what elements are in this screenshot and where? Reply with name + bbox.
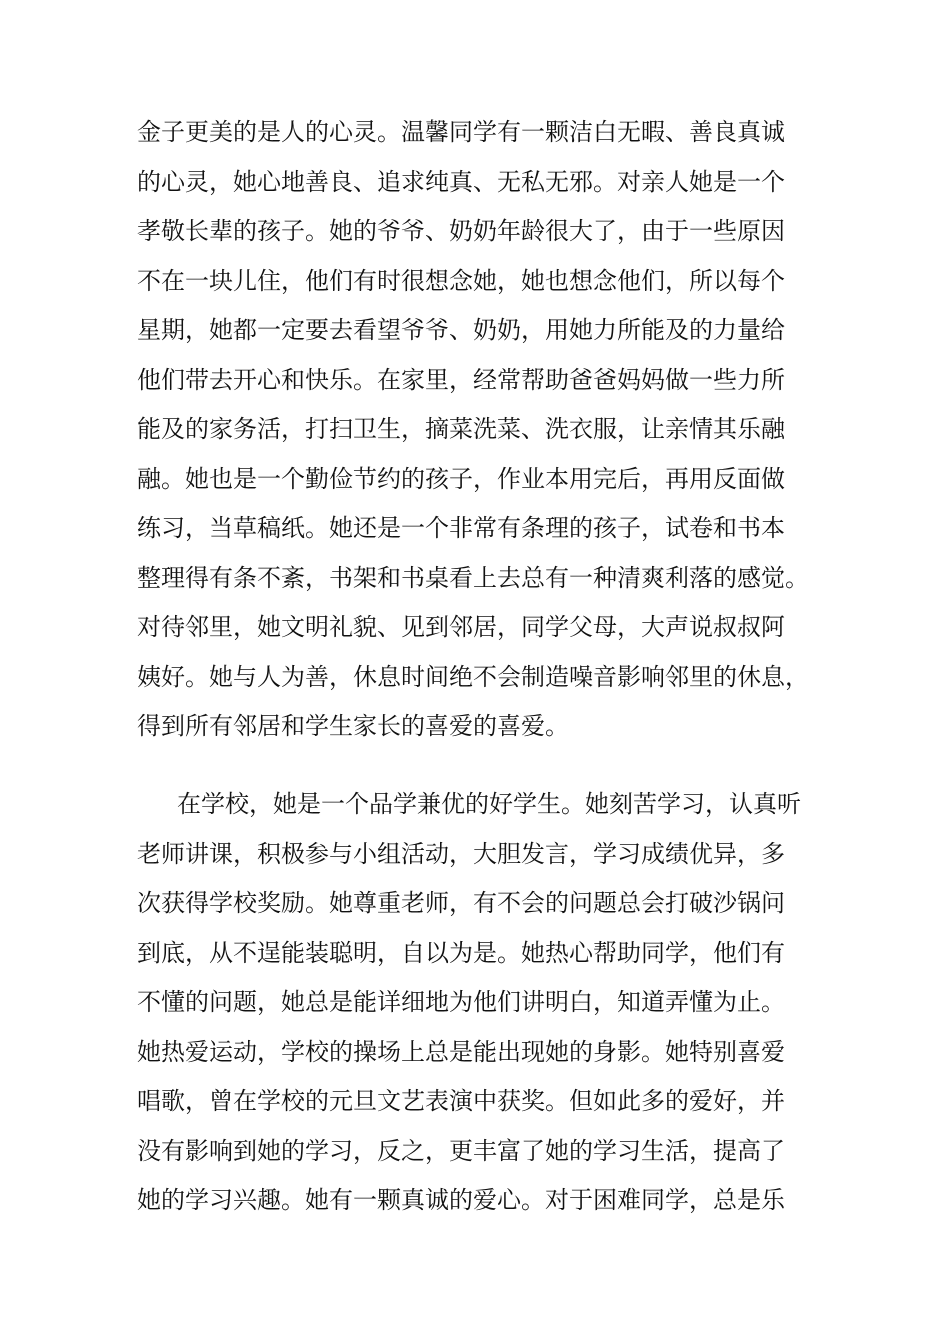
text-line: 整理得有条不紊，书架和书桌看上去总有一种清爽利落的感觉。 <box>137 563 809 592</box>
text-line: 练习，当草稿纸。她还是一个非常有条理的孩子，试卷和书本 <box>137 514 785 542</box>
text-line: 在学校，她是一个品学兼优的好学生。她刻苦学习，认真听 <box>177 790 801 818</box>
text-line: 不懂的问题，她总是能详细地为他们讲明白，知道弄懂为止。 <box>137 988 785 1016</box>
text-line: 她的学习兴趣。她有一颗真诚的爱心。对于困难同学，总是乐 <box>137 1186 785 1214</box>
text-line: 星期，她都一定要去看望爷爷、奶奶，用她力所能及的力量给 <box>137 316 785 344</box>
text-line: 姨好。她与人为善，休息时间绝不会制造噪音影响邻里的休息， <box>137 662 809 691</box>
text-line: 的心灵，她心地善良、追求纯真、无私无邪。对亲人她是一个 <box>137 167 785 196</box>
text-line: 次获得学校奖励。她尊重老师，有不会的问题总会打破沙锅问 <box>137 889 785 917</box>
text-line: 不在一块儿住，他们有时很想念她，她也想念他们，所以每个 <box>137 266 785 295</box>
text-line: 她热爱运动，学校的操场上总是能出现她的身影。她特别喜爱 <box>137 1037 785 1066</box>
text-line: 融。她也是一个勤俭节约的孩子，作业本用完后，再用反面做 <box>137 464 785 493</box>
text-line: 对待邻里，她文明礼貌、见到邻居，同学父母，大声说叔叔阿 <box>137 613 785 641</box>
text-line: 得到所有邻居和学生家长的喜爱的喜爱。 <box>137 712 569 740</box>
text-line: 他们带去开心和快乐。在家里，经常帮助爸爸妈妈做一些力所 <box>137 365 785 394</box>
text-line: 到底，从不逞能装聪明，自以为是。她热心帮助同学，他们有 <box>137 938 785 967</box>
text-line: 老师讲课，积极参与小组活动，大胆发言，学习成绩优异，多 <box>137 839 785 868</box>
text-line: 唱歌，曾在学校的元旦文艺表演中获奖。但如此多的爱好，并 <box>137 1087 785 1115</box>
text-line: 能及的家务活，打扫卫生，摘菜洗菜、洗衣服，让亲情其乐融 <box>137 415 785 443</box>
paragraph-1 <box>137 108 827 752</box>
text-line: 没有影响到她的学习，反之，更丰富了她的学习生活，提高了 <box>137 1136 785 1165</box>
text-line: 孝敬长辈的孩子。她的爷爷、奶奶年龄很大了，由于一些原因 <box>137 217 785 245</box>
paragraph-2 <box>137 780 827 1226</box>
text-line: 金子更美的是人的心灵。温馨同学有一颗洁白无暇、善良真诚 <box>137 118 785 146</box>
